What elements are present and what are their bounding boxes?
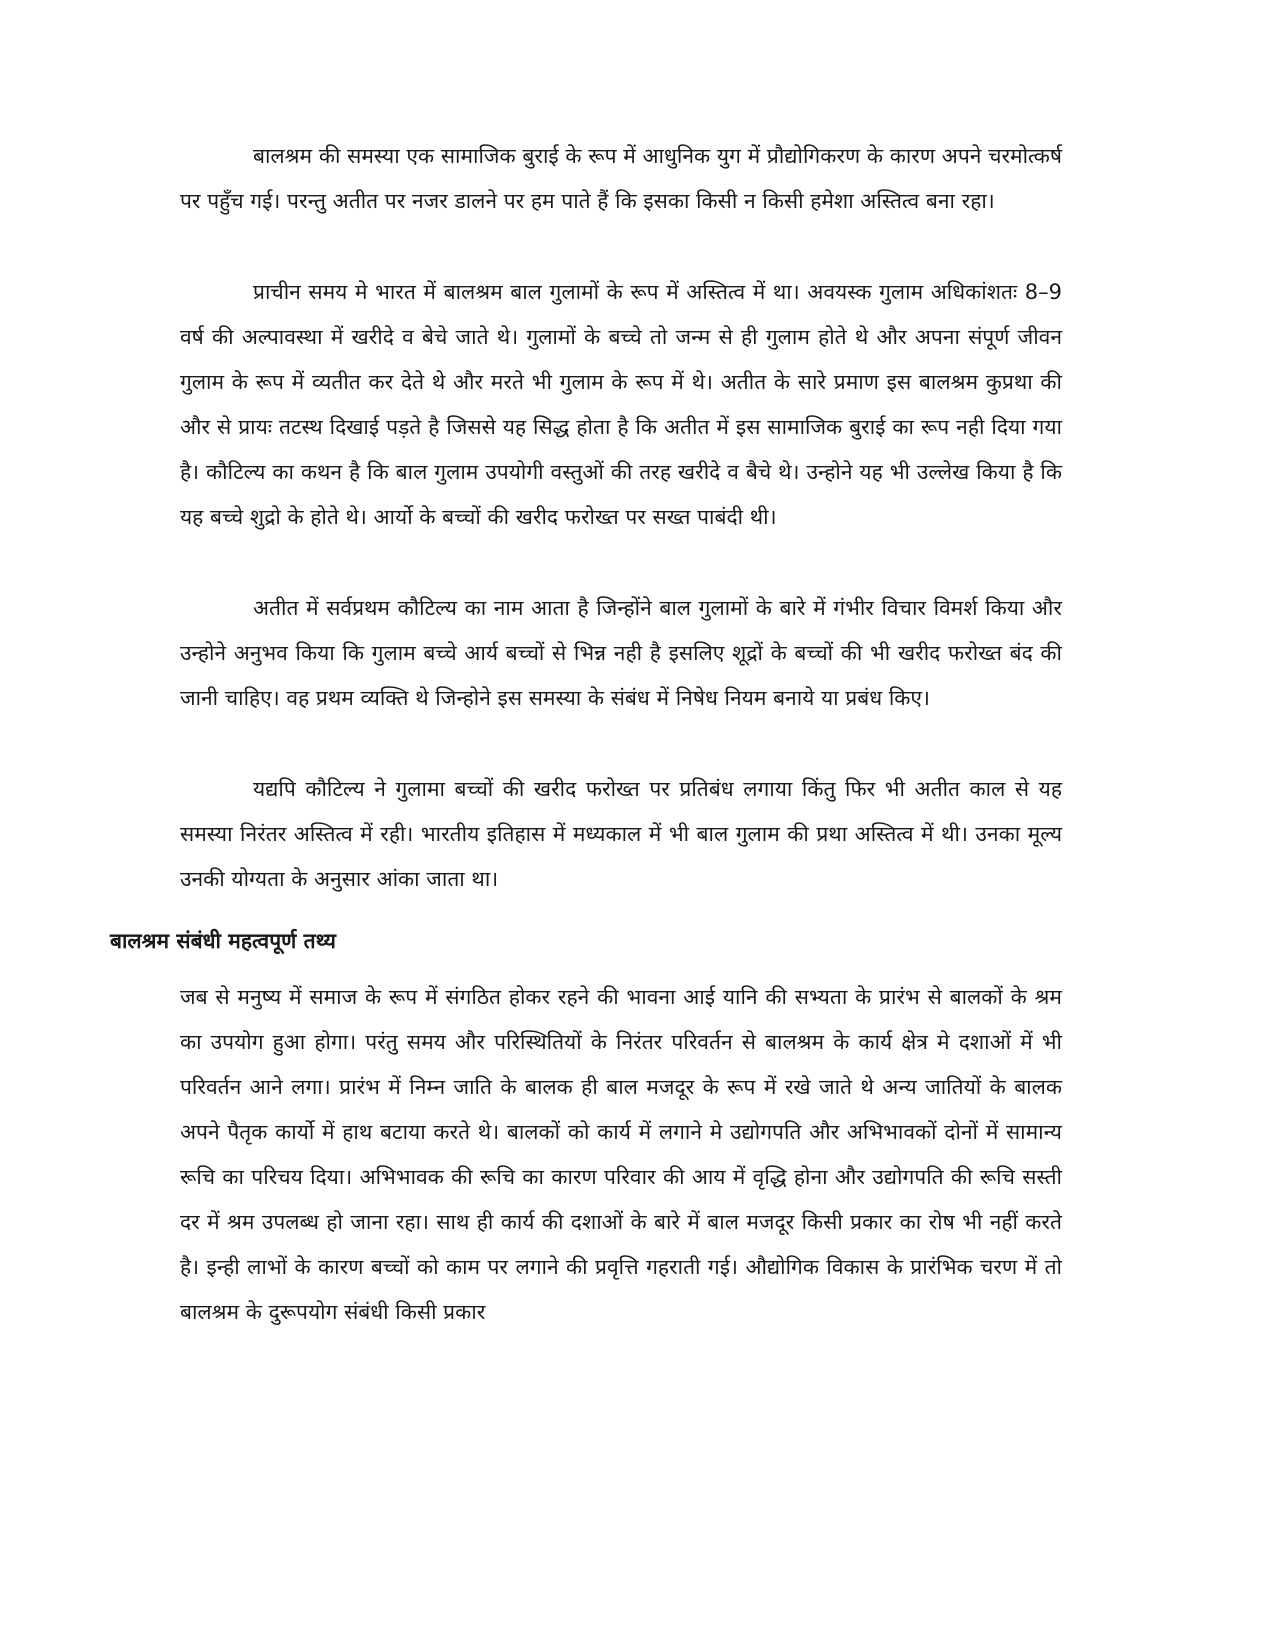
paragraph-medieval: यद्यपि कौटिल्य ने गुलामा बच्चों की खरीद फरोख्त पर प्रतिबंध लगाया किंतु फिर भी अतीत काल से यह समस्या निरंतर अस्तित्व में रही। भारतीय इतिहास में मध्यकाल में भी बाल गुलाम की प्रथा अस्तित्व में थी। उनका मूल्य उनकी योग्यता के अनुसार आंका जाता था। [180,777,1062,891]
paragraph-intro: बालश्रम की समस्या एक सामाजिक बुराई के रूप में आधुनिक युग में प्रौद्योगिकरण के कारण अपने चरमोत्कर्ष पर पहुँच गई। परन्तु अतीत पर नजर डालने पर हम पाते हैं कि इसका किसी न किसी हमेशा अस्तित्व बना रहा। [180,144,1062,213]
paragraph-kautilya: अतीत में सर्वप्रथम कौटिल्य का नाम आता है जिन्होंने बाल गुलामों के बारे में गंभीर विचार विमर्श किया और उन्होने अनुभव किया कि गुलाम बच्चे आर्य बच्चों से भिन्न नही है इसलिए शूद्रों के बच्चों की भी खरीद फरोख्त बंद की जानी चाहिए। वह प्रथम व्यक्ति थे जिन्होने इस समस्या के संबंध में निषेध नियम बनाये या प्रबंध किए। [180,596,1062,710]
section-heading: बालश्रम संबंधी महत्वपूर्ण तथ्य [110,929,336,953]
paragraph-ancient-india: प्राचीन समय मे भारत में बालश्रम बाल गुलामों के रूप में अस्तित्व में था। अवयस्क गुलाम अधिकांशतः 8–9 वर्ष की अल्पावस्था में खरीदे व बेचे जाते थे। गुलामों के बच्चे तो जन्म से ही गुलाम होते थे और अपना संपूर्ण जीवन गुलाम के रूप में व्यतीत कर देते थे और मरते भी गुलाम के रूप में थे। अतीत के सारे प्रमाण इस बालश्रम कुप्रथा की और से प्रायः तटस्थ दिखाई पड़ते है जिससे यह सिद्ध होता है कि अतीत में इस सामाजिक बुराई का रूप नही दिया गया है। कौटिल्य का कथन है कि बाल गुलाम उपयोगी वस्तुओं की तरह खरीदे व बैचे थे। उन्होने यह भी उल्लेख किया है कि यह बच्चे शुद्रो के होते थे। आर्यो के बच्चों की खरीद फरोख्त पर सख्त पाबंदी थी। [180,280,1062,529]
paragraph-section-body: जब से मनुष्य में समाज के रूप में संगठित होकर रहने की भावना आई यानि की सभ्यता के प्रारंभ से बालकों के श्रम का उपयोग हुआ होगा। परंतु समय और परिस्थितियों के निरंतर परिवर्तन से बालश्रम के कार्य क्षेत्र मे दशाओं में भी परिवर्तन आने लगा। प्रारंभ में निम्न जाति के बालक ही बाल मजदूर के रूप में रखे जाते थे अन्य जातियों के बालक अपने पैतृक कार्यो में हाथ बटाया करते थे। बालकों को कार्य में लगाने मे उद्योगपति और अभिभावकों दोनों में सामान्य रूचि का परिचय दिया। अभिभावक की रूचि का कारण परिवार की आय में वृद्धि होना और उद्योगपति की रूचि सस्ती दर में श्रम उपलब्ध हो जाना रहा। साथ ही कार्य की दशाओं के बारे में बाल मजदूर किसी प्रकार का रोष भी नहीं करते है। इन्ही लाभों के कारण बच्चों को काम पर लगाने की प्रवृत्ति गहराती गई। औद्योगिक विकास के प्रारंभिक चरण में तो बालश्रम के दुरूपयोग संबंधी किसी प्रकार [180,985,1062,1324]
